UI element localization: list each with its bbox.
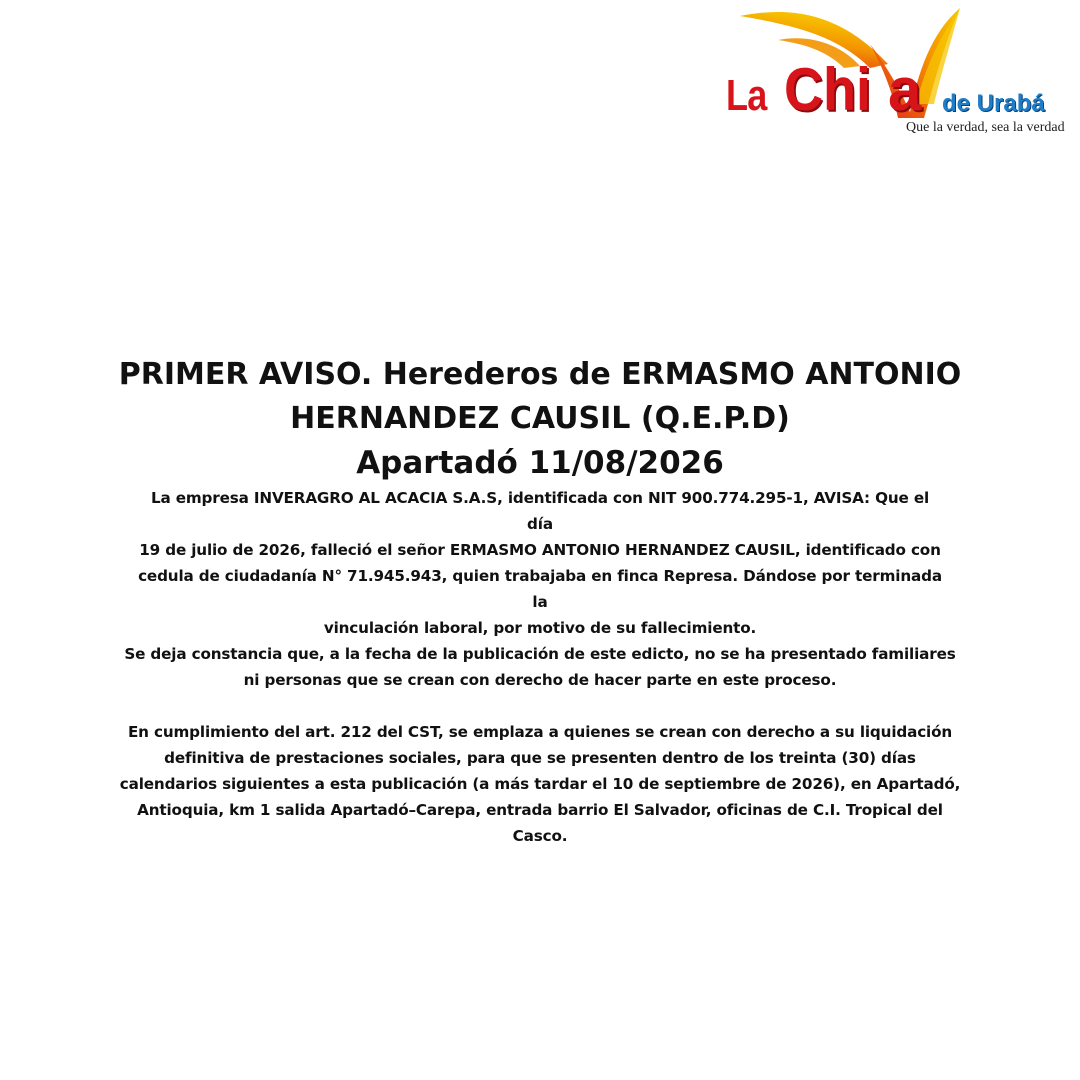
paragraph-line: calendarios siguientes a esta publicación (a más tardar el 10 de septiembre de 2026), en Apartadó, — [119, 775, 961, 793]
paragraph-line: La empresa INVERAGRO AL ACACIA S.A.S, identificada con NIT 900.774.295-1, AVISA: Que el — [150, 489, 930, 507]
paragraph-line: la — [532, 593, 548, 611]
logo-word-la: La — [726, 71, 767, 120]
paragraph-line: Se deja constancia que, a la fecha de la publicación de este edicto, no se ha presentado familiares — [124, 645, 956, 663]
paragraph-line: cedula de ciudadanía N° 71.945.943, quien trabajaba en finca Represa. Dándose por terminada — [138, 567, 942, 585]
logo-word-a: a — [888, 56, 922, 123]
paragraph-spacer — [40, 693, 1040, 719]
headline-line: PRIMER AVISO. Herederos de ERMASMO ANTONIO — [118, 357, 962, 392]
notice-date-line: Apartadó 11/08/2026 — [356, 445, 724, 481]
paragraph-line: definitiva de prestaciones sociales, para que se presenten dentro de los treinta (30) días — [164, 749, 916, 767]
chiva-de-uraba-logo — [720, 4, 1070, 139]
paragraph-line: ni personas que se crean con derecho de hacer parte en este proceso. — [243, 671, 837, 689]
notice-headline — [40, 353, 1040, 441]
headline-line: HERNANDEZ CAUSIL (Q.E.P.D) — [290, 401, 790, 436]
logo-word-chi: Chi — [784, 56, 871, 123]
paragraph-line: Casco. — [512, 827, 568, 845]
paragraph-line: 19 de julio de 2026, falleció el señor ERMASMO ANTONIO HERNANDEZ CAUSIL, identificado con — [139, 541, 941, 559]
notice-paragraph-1 — [40, 485, 1040, 693]
logo-word-de-uraba: de Urabá — [942, 90, 1045, 117]
paragraph-line: día — [527, 515, 553, 533]
logo-slogan: Que la verdad, sea la verdad — [906, 120, 1065, 135]
legal-notice — [40, 353, 1040, 849]
paragraph-line: En cumplimiento del art. 212 del CST, se emplaza a quienes se crean con derecho a su liquidación — [127, 723, 953, 741]
paragraph-line: Antioquia, km 1 salida Apartadó–Carepa, entrada barrio El Salvador, oficinas de C.I. Tropical del — [137, 801, 943, 819]
notice-paragraph-2 — [40, 719, 1040, 849]
paragraph-line: vinculación laboral, por motivo de su fallecimiento. — [323, 619, 757, 637]
